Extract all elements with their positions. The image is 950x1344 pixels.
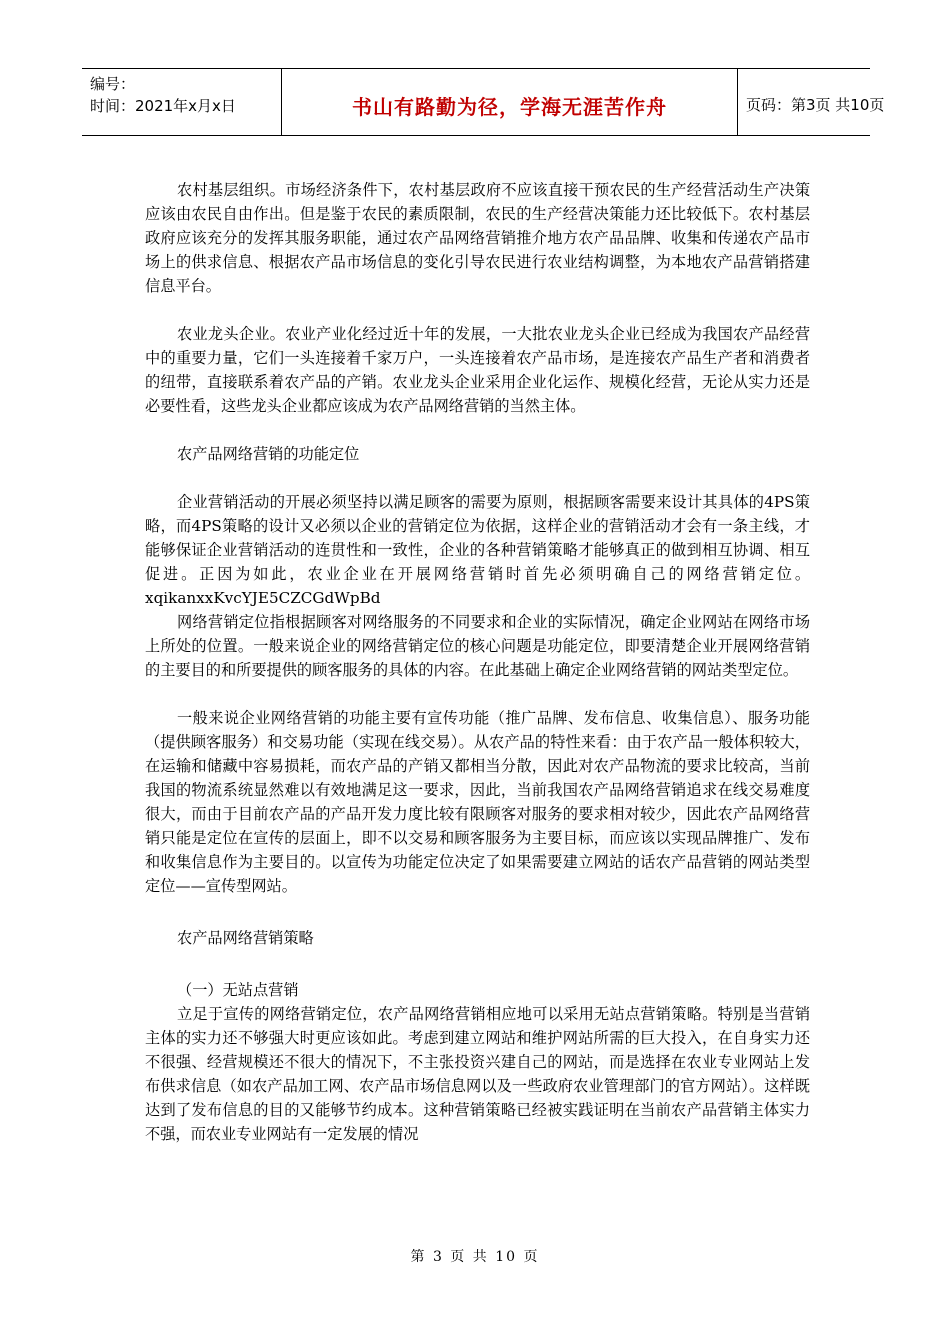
paragraph-marketing-functions: 一般来说企业网络营销的功能主要有宣传功能（推广品牌、发布信息、收集信息）、服务功能（提供顾客服务）和交易功能（实现在线交易）。从农产品的特性来看：由于农产品一般体积较大，在运输和储藏中容易损耗，而农产品的产销又都相当分散，因此对农产品物流的要求比较高，当前我国的物流系统显然难以有效地满足这一要求，因此，当前我国农产品网络营销追求在线交易难度很大，而由于目前农产品的产品开发力度比较有限顾客对服务的要求相对较少，因此农产品网络营销只能是定位在宣传的层面上，即不以交易和顾客服务为主要目标，而应该以实现品牌推广、发布和收集信息作为主要目的。以宣传为功能定位决定了如果需要建立网站的话农产品营销的网站类型定位——宣传型网站。 xyxy=(145,709,810,895)
subheading-no-site-marketing: （一）无站点营销 xyxy=(177,981,299,999)
paragraph-positioning-definition: 网络营销定位指根据顾客对网络服务的不同要求和企业的实际情况，确定企业网站在网络市场上所处的位置。一般来说企业的网络营销定位的核心问题是功能定位，即要清楚企业开展网络营销的主要目的和所要提供的顾客服务的具体的内容。在此基础上确定企业网络营销的网站类型定位。 xyxy=(145,613,810,679)
header-page-number: 页码：第3页 共10页 xyxy=(746,96,885,114)
header-page-cell xyxy=(738,69,885,135)
header-motto-cell xyxy=(282,69,738,135)
document-header xyxy=(82,68,885,136)
page-footer: 第 3 页 共 10 页 xyxy=(410,1249,540,1265)
paragraph-rural-organization: 农村基层组织。市场经济条件下，农村基层政府不应该直接干预农民的生产经营活动生产决策应该由农民自由作出。但是鉴于农民的素质限制，农民的生产经营决策能力还比较低下。农村基层政府应该充分的发挥其服务职能，通过农产品网络营销推介地方农产品品牌、收集和传递农产品市场上的供求信息、根据农产品市场信息的变化引导农民进行农业结构调整，为本地农产品营销搭建信息平台。 xyxy=(145,181,810,295)
document-number: 编号： xyxy=(90,75,136,93)
paragraph-marketing-principle: 企业营销活动的开展必须坚持以满足顾客的需要为原则，根据顾客需要来设计其具体的4PS策略，而4PS策略的设计又必须以企业的营销定位为依据，这样企业的营销活动才会有一条主线，才能够保证企业营销活动的连贯性和一致性，企业的各种营销策略才能够真正的做到相互协调、相互促进。正因为如此，农业企业在开展网络营销时首先必须明确自己的网络营销定位。xqikanxxKvcYJE5CZCGdWpBd xyxy=(145,493,810,607)
section-heading-function-positioning: 农产品网络营销的功能定位 xyxy=(177,445,360,463)
document-time: 时间：2021年x月x日 xyxy=(90,97,236,115)
document-body xyxy=(145,178,810,1146)
header-motto: 书山有路勤为径，学海无涯苦作舟 xyxy=(352,95,667,119)
section-heading-strategy: 农产品网络营销策略 xyxy=(177,929,314,947)
header-meta-cell xyxy=(82,69,282,135)
paragraph-no-site-strategy: 立足于宣传的网络营销定位，农产品网络营销相应地可以采用无站点营销策略。特别是当营销主体的实力还不够强大时更应该如此。考虑到建立网站和维护网站所需的巨大投入，在自身实力还不很强、经营规模还不很大的情况下，不主张投资兴建自己的网站，而是选择在农业专业网站上发布供求信息（如农产品加工网、农产品市场信息网以及一些政府农业管理部门的官方网站）。这样既达到了发布信息的目的又能够节约成本。这种营销策略已经被实践证明在当前农产品营销主体实力不强，而农业专业网站有一定发展的情况 xyxy=(145,1005,810,1143)
paragraph-leading-enterprise: 农业龙头企业。农业产业化经过近十年的发展，一大批农业龙头企业已经成为我国农产品经营中的重要力量，它们一头连接着千家万户，一头连接着农产品市场，是连接农产品生产者和消费者的纽带，直接联系着农产品的产销。农业龙头企业采用企业化运作、规模化经营，无论从实力还是必要性看，这些龙头企业都应该成为农产品网络营销的当然主体。 xyxy=(145,325,810,415)
